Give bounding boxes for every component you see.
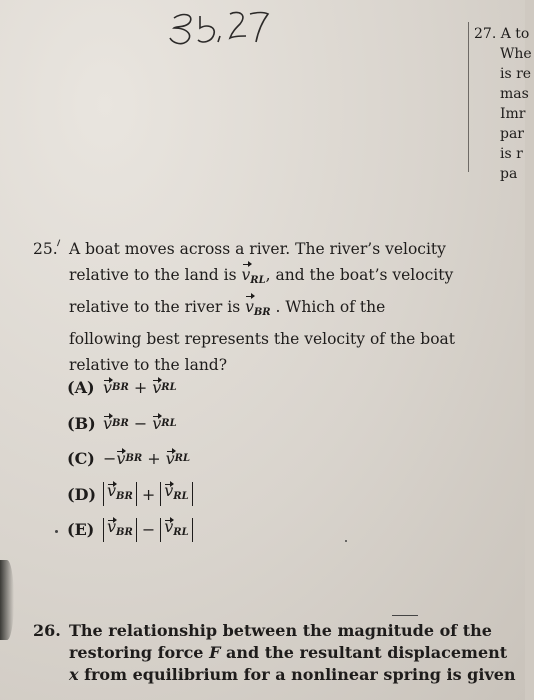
question-line: x from equilibrium for a nonlinear spring is given: [69, 665, 516, 684]
option-e[interactable]: (E) $v_{BR}$ − $v_{RL}$: [67, 512, 367, 548]
question-line: 26. The relationship between the magnitude of the: [33, 621, 492, 640]
question-line: relative to the land?: [69, 356, 228, 374]
vector-v-rl: v: [242, 262, 251, 288]
side-line: is r: [500, 146, 523, 162]
next-column-question: [474, 24, 534, 184]
side-line: Whe: [500, 46, 532, 62]
option-b[interactable]: (B) v BR − v RL: [67, 413, 177, 433]
binding-shadow: [0, 560, 14, 640]
question-number: 25.: [33, 240, 58, 258]
option-label: (B): [67, 413, 96, 433]
side-line: is re: [500, 66, 532, 82]
option-label: (A): [67, 378, 95, 398]
option-label: (C): [67, 449, 95, 469]
side-line: mas: [500, 86, 529, 102]
option-a[interactable]: (A) v BR + v RL: [67, 378, 177, 398]
column-divider: [468, 22, 469, 172]
question-line: following best represents the velocity of the boat: [69, 330, 455, 348]
side-line: par: [500, 126, 525, 142]
side-line: 27. A to: [474, 26, 530, 42]
pencil-dot: [55, 530, 58, 533]
question-line: relative to the river is $v_{BR}$ . Which of the: [33, 294, 473, 326]
question-line: 25. A boat moves across a river. The river’s velocity: [33, 236, 473, 262]
question-26: [33, 620, 516, 686]
question-line: relative to the land is $v_{RL}$, and the boat’s velocity: [33, 262, 473, 294]
question-25: [33, 236, 473, 378]
option-d[interactable]: (D) $v_{BR}$ + $v_{RL}$: [67, 477, 367, 513]
question-line: restoring force F and the resultant displacement: [69, 643, 508, 662]
vector-v-br: v: [245, 294, 254, 320]
handwritten-note: [160, 6, 280, 48]
question-number: 26.: [33, 621, 61, 640]
option-label: (E): [67, 520, 95, 540]
option-label: (D): [67, 484, 97, 504]
pencil-dot: [345, 540, 347, 542]
side-line: Imr: [500, 106, 526, 122]
side-question-number: 27.: [474, 26, 497, 42]
side-line: pa: [500, 166, 518, 182]
option-c[interactable]: (C) − v BR + v RL: [67, 449, 191, 469]
pencil-dash-mark: [392, 615, 418, 616]
answer-options: [67, 370, 367, 548]
